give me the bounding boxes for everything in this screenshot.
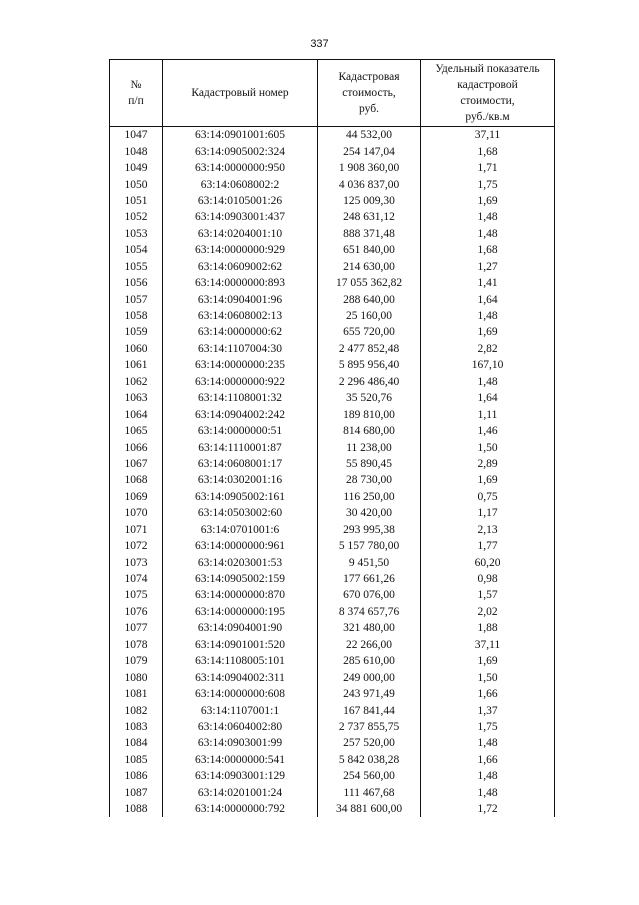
row-number: 1078 <box>110 637 163 653</box>
row-number: 1056 <box>110 275 163 291</box>
cadastral-number: 63:14:0000000:929 <box>163 242 318 258</box>
table-row <box>110 472 555 488</box>
specific-cost-index: 1,68 <box>421 143 555 159</box>
header-specific-line: руб./кв.м <box>465 111 510 123</box>
cadastral-number: 63:14:0609002:62 <box>163 259 318 275</box>
row-number: 1066 <box>110 439 163 455</box>
cadastral-number: 63:14:0000000:792 <box>163 801 318 817</box>
specific-cost-index: 2,82 <box>421 341 555 357</box>
cadastral-cost: 2 737 855,75 <box>318 719 421 735</box>
row-number: 1061 <box>110 357 163 373</box>
cadastral-number: 63:14:0000000:51 <box>163 423 318 439</box>
row-number: 1055 <box>110 259 163 275</box>
cadastre-table <box>109 59 555 817</box>
table-row <box>110 571 555 587</box>
specific-cost-index: 1,48 <box>421 735 555 751</box>
cadastral-cost: 35 520,76 <box>318 390 421 406</box>
cadastral-cost: 25 160,00 <box>318 308 421 324</box>
table-row <box>110 374 555 390</box>
specific-cost-index: 1,69 <box>421 324 555 340</box>
cadastral-number: 63:14:0903001:129 <box>163 768 318 784</box>
row-number: 1052 <box>110 209 163 225</box>
cadastral-cost: 285 610,00 <box>318 653 421 669</box>
row-number: 1073 <box>110 554 163 570</box>
cadastral-cost: 257 520,00 <box>318 735 421 751</box>
cadastral-cost: 321 480,00 <box>318 620 421 636</box>
cadastral-number: 63:14:0000000:608 <box>163 686 318 702</box>
table-row <box>110 522 555 538</box>
table-row <box>110 357 555 373</box>
specific-cost-index: 1,57 <box>421 587 555 603</box>
specific-cost-index: 1,69 <box>421 472 555 488</box>
table-row <box>110 801 555 817</box>
cadastral-cost: 655 720,00 <box>318 324 421 340</box>
table-row <box>110 308 555 324</box>
table-row <box>110 439 555 455</box>
cadastral-number: 63:14:0904002:242 <box>163 406 318 422</box>
specific-cost-index: 0,75 <box>421 489 555 505</box>
specific-cost-index: 1,27 <box>421 259 555 275</box>
cadastral-number: 63:14:0000000:922 <box>163 374 318 390</box>
row-number: 1071 <box>110 522 163 538</box>
cadastral-number: 63:14:0701001:6 <box>163 522 318 538</box>
cadastral-cost: 5 157 780,00 <box>318 538 421 554</box>
table-row <box>110 127 555 144</box>
cadastral-number: 63:14:0000000:950 <box>163 160 318 176</box>
cadastral-number: 63:14:0000000:235 <box>163 357 318 373</box>
cadastral-cost: 9 451,50 <box>318 554 421 570</box>
cadastral-number: 63:14:0608002:13 <box>163 308 318 324</box>
specific-cost-index: 1,64 <box>421 390 555 406</box>
specific-cost-index: 1,72 <box>421 801 555 817</box>
header-row <box>110 60 555 127</box>
table-row <box>110 768 555 784</box>
row-number: 1086 <box>110 768 163 784</box>
cadastral-cost: 243 971,49 <box>318 686 421 702</box>
cadastral-cost: 2 477 852,48 <box>318 341 421 357</box>
cadastral-cost: 8 374 657,76 <box>318 604 421 620</box>
table-body <box>110 127 555 818</box>
row-number: 1074 <box>110 571 163 587</box>
table-row <box>110 653 555 669</box>
table-row <box>110 423 555 439</box>
specific-cost-index: 1,50 <box>421 669 555 685</box>
table-row <box>110 489 555 505</box>
cadastral-cost: 22 266,00 <box>318 637 421 653</box>
cadastral-number: 63:14:0905002:324 <box>163 143 318 159</box>
cadastral-cost: 293 995,38 <box>318 522 421 538</box>
table-row <box>110 226 555 242</box>
cadastral-cost: 814 680,00 <box>318 423 421 439</box>
table-row <box>110 291 555 307</box>
header-cadastral-id-line: Кадастровый номер <box>191 87 289 99</box>
specific-cost-index: 37,11 <box>421 637 555 653</box>
row-number: 1068 <box>110 472 163 488</box>
table-row <box>110 752 555 768</box>
specific-cost-index: 1,69 <box>421 653 555 669</box>
table-row <box>110 275 555 291</box>
cadastral-number: 63:14:1108005:101 <box>163 653 318 669</box>
header-specific-line: стоимости, <box>460 95 515 107</box>
cadastral-number: 63:14:0608002:2 <box>163 176 318 192</box>
table-row <box>110 735 555 751</box>
row-number: 1072 <box>110 538 163 554</box>
cadastral-cost: 288 640,00 <box>318 291 421 307</box>
cadastral-number: 63:14:0904001:96 <box>163 291 318 307</box>
table-row <box>110 785 555 801</box>
specific-cost-index: 1,68 <box>421 242 555 258</box>
table-row <box>110 160 555 176</box>
table-row <box>110 620 555 636</box>
row-number: 1081 <box>110 686 163 702</box>
header-num <box>110 60 163 127</box>
row-number: 1064 <box>110 406 163 422</box>
row-number: 1080 <box>110 669 163 685</box>
specific-cost-index: 2,02 <box>421 604 555 620</box>
cadastral-number: 63:14:0901001:520 <box>163 637 318 653</box>
specific-cost-index: 1,41 <box>421 275 555 291</box>
header-cost <box>318 60 421 127</box>
cadastral-number: 63:14:0903001:99 <box>163 735 318 751</box>
table-row <box>110 587 555 603</box>
row-number: 1088 <box>110 801 163 817</box>
row-number: 1065 <box>110 423 163 439</box>
specific-cost-index: 1,37 <box>421 702 555 718</box>
specific-cost-index: 1,50 <box>421 439 555 455</box>
row-number: 1048 <box>110 143 163 159</box>
cadastral-number: 63:14:0000000:961 <box>163 538 318 554</box>
cadastral-cost: 888 371,48 <box>318 226 421 242</box>
row-number: 1087 <box>110 785 163 801</box>
cadastral-number: 63:14:0000000:870 <box>163 587 318 603</box>
row-number: 1082 <box>110 702 163 718</box>
specific-cost-index: 37,11 <box>421 127 555 144</box>
header-specific <box>421 60 555 127</box>
cadastral-cost: 1 908 360,00 <box>318 160 421 176</box>
table-row <box>110 341 555 357</box>
cadastral-number: 63:14:0105001:26 <box>163 193 318 209</box>
cadastral-cost: 254 147,04 <box>318 143 421 159</box>
cadastral-number: 63:14:0608001:17 <box>163 456 318 472</box>
cadastral-cost: 249 000,00 <box>318 669 421 685</box>
cadastral-cost: 670 076,00 <box>318 587 421 603</box>
row-number: 1083 <box>110 719 163 735</box>
cadastral-cost: 189 810,00 <box>318 406 421 422</box>
table-row <box>110 390 555 406</box>
header-cost-line: Кадастровая <box>338 71 400 83</box>
row-number: 1050 <box>110 176 163 192</box>
row-number: 1047 <box>110 127 163 144</box>
cadastral-number: 63:14:0203001:53 <box>163 554 318 570</box>
specific-cost-index: 1,17 <box>421 505 555 521</box>
header-specific-line: кадастровой <box>457 79 518 91</box>
cadastral-number: 63:14:0904001:90 <box>163 620 318 636</box>
header-cost-line: стоимость, <box>342 87 396 99</box>
table-header <box>110 60 555 127</box>
cadastral-cost: 254 560,00 <box>318 768 421 784</box>
specific-cost-index: 1,46 <box>421 423 555 439</box>
table-row <box>110 505 555 521</box>
specific-cost-index: 1,66 <box>421 686 555 702</box>
row-number: 1057 <box>110 291 163 307</box>
cadastral-cost: 167 841,44 <box>318 702 421 718</box>
row-number: 1075 <box>110 587 163 603</box>
cadastral-cost: 28 730,00 <box>318 472 421 488</box>
cadastral-cost: 11 238,00 <box>318 439 421 455</box>
cadastral-number: 63:14:0503002:60 <box>163 505 318 521</box>
specific-cost-index: 1,71 <box>421 160 555 176</box>
row-number: 1067 <box>110 456 163 472</box>
table-row <box>110 406 555 422</box>
specific-cost-index: 1,88 <box>421 620 555 636</box>
cadastral-cost: 214 630,00 <box>318 259 421 275</box>
table-row <box>110 193 555 209</box>
row-number: 1058 <box>110 308 163 324</box>
table-row <box>110 259 555 275</box>
header-cadastral-id <box>163 60 318 127</box>
specific-cost-index: 1,48 <box>421 209 555 225</box>
table-row <box>110 637 555 653</box>
row-number: 1049 <box>110 160 163 176</box>
specific-cost-index: 1,64 <box>421 291 555 307</box>
row-number: 1070 <box>110 505 163 521</box>
row-number: 1063 <box>110 390 163 406</box>
specific-cost-index: 1,75 <box>421 176 555 192</box>
specific-cost-index: 1,48 <box>421 374 555 390</box>
cadastral-number: 63:14:0000000:893 <box>163 275 318 291</box>
page-number: 337 <box>310 38 329 50</box>
row-number: 1085 <box>110 752 163 768</box>
cadastral-cost: 44 532,00 <box>318 127 421 144</box>
specific-cost-index: 167,10 <box>421 357 555 373</box>
cadastral-cost: 248 631,12 <box>318 209 421 225</box>
row-number: 1051 <box>110 193 163 209</box>
table-row <box>110 554 555 570</box>
header-cost-line: руб. <box>359 103 379 115</box>
header-specific-line: Удельный показатель <box>435 63 540 75</box>
cadastral-cost: 55 890,45 <box>318 456 421 472</box>
cadastral-cost: 111 467,68 <box>318 785 421 801</box>
specific-cost-index: 1,77 <box>421 538 555 554</box>
cadastral-cost: 4 036 837,00 <box>318 176 421 192</box>
cadastral-number: 63:14:1110001:87 <box>163 439 318 455</box>
row-number: 1079 <box>110 653 163 669</box>
table-row <box>110 719 555 735</box>
cadastral-number: 63:14:0000000:195 <box>163 604 318 620</box>
row-number: 1062 <box>110 374 163 390</box>
row-number: 1076 <box>110 604 163 620</box>
table-row <box>110 669 555 685</box>
specific-cost-index: 1,48 <box>421 785 555 801</box>
cadastral-number: 63:14:0901001:605 <box>163 127 318 144</box>
table-row <box>110 242 555 258</box>
cadastral-cost: 116 250,00 <box>318 489 421 505</box>
specific-cost-index: 1,75 <box>421 719 555 735</box>
table-row <box>110 686 555 702</box>
cadastral-number: 63:14:0201001:24 <box>163 785 318 801</box>
specific-cost-index: 1,69 <box>421 193 555 209</box>
cadastral-number: 63:14:0904002:311 <box>163 669 318 685</box>
cadastral-cost: 5 895 956,40 <box>318 357 421 373</box>
row-number: 1084 <box>110 735 163 751</box>
specific-cost-index: 60,20 <box>421 554 555 570</box>
cadastral-number: 63:14:1107001:1 <box>163 702 318 718</box>
table-row <box>110 209 555 225</box>
cadastral-cost: 17 055 362,82 <box>318 275 421 291</box>
specific-cost-index: 2,89 <box>421 456 555 472</box>
cadastral-number: 63:14:0905002:159 <box>163 571 318 587</box>
table-row <box>110 324 555 340</box>
row-number: 1059 <box>110 324 163 340</box>
table-row <box>110 538 555 554</box>
cadastral-cost: 34 881 600,00 <box>318 801 421 817</box>
row-number: 1069 <box>110 489 163 505</box>
header-num-line: п/п <box>128 95 144 107</box>
row-number: 1077 <box>110 620 163 636</box>
specific-cost-index: 1,11 <box>421 406 555 422</box>
header-num-line: № <box>130 79 142 91</box>
specific-cost-index: 0,98 <box>421 571 555 587</box>
table-row <box>110 702 555 718</box>
cadastral-number: 63:14:0000000:62 <box>163 324 318 340</box>
specific-cost-index: 1,48 <box>421 226 555 242</box>
cadastral-number: 63:14:1107004:30 <box>163 341 318 357</box>
table-row <box>110 143 555 159</box>
cadastral-number: 63:14:0903001:437 <box>163 209 318 225</box>
cadastral-cost: 5 842 038,28 <box>318 752 421 768</box>
cadastral-number: 63:14:1108001:32 <box>163 390 318 406</box>
table-row <box>110 456 555 472</box>
cadastral-cost: 2 296 486,40 <box>318 374 421 390</box>
specific-cost-index: 1,66 <box>421 752 555 768</box>
specific-cost-index: 1,48 <box>421 308 555 324</box>
cadastral-number: 63:14:0604002:80 <box>163 719 318 735</box>
cadastral-number: 63:14:0302001:16 <box>163 472 318 488</box>
table-row <box>110 176 555 192</box>
cadastral-cost: 651 840,00 <box>318 242 421 258</box>
cadastral-number: 63:14:0204001:10 <box>163 226 318 242</box>
table-row <box>110 604 555 620</box>
cadastral-number: 63:14:0905002:161 <box>163 489 318 505</box>
cadastral-cost: 177 661,26 <box>318 571 421 587</box>
row-number: 1053 <box>110 226 163 242</box>
specific-cost-index: 1,48 <box>421 768 555 784</box>
row-number: 1060 <box>110 341 163 357</box>
cadastral-cost: 125 009,30 <box>318 193 421 209</box>
cadastral-number: 63:14:0000000:541 <box>163 752 318 768</box>
row-number: 1054 <box>110 242 163 258</box>
specific-cost-index: 2,13 <box>421 522 555 538</box>
cadastral-cost: 30 420,00 <box>318 505 421 521</box>
